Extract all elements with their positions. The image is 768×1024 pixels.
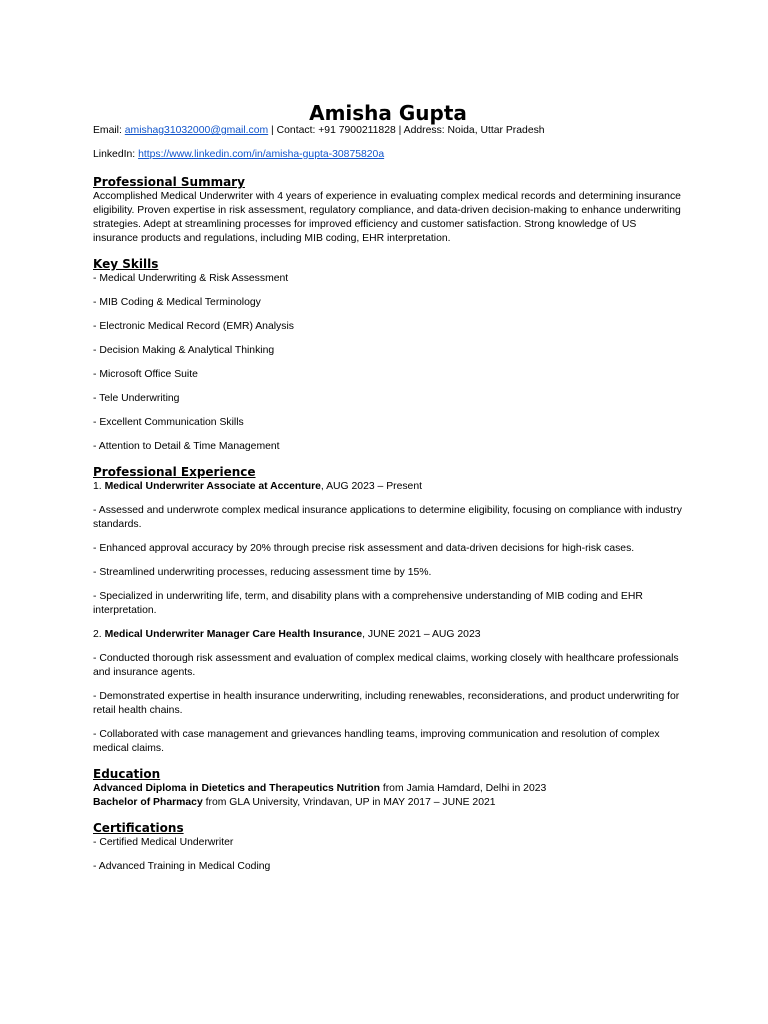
skills-heading: Key Skills <box>93 257 159 271</box>
job-title-line <box>93 628 683 642</box>
certification-item: - Advanced Training in Medical Coding <box>93 861 271 872</box>
email-link[interactable]: amishag31032000@gmail.com <box>124 125 269 136</box>
skills-section <box>93 256 683 454</box>
job-dates: , AUG 2023 – Present <box>320 481 423 492</box>
contact-details: | Contact: +91 7900211828 | Address: Noida, Uttar Pradesh <box>268 125 545 136</box>
job-bullet: - Specialized in underwriting life, term, and disability plans with a comprehensive understanding of MIB coding and EHR interpretation. <box>93 591 643 616</box>
contact-line <box>93 124 683 138</box>
job-bullet: - Assessed and underwrote complex medical insurance applications to determine eligibility, focusing on compliance with industry standards. <box>93 505 682 530</box>
education-degree: Advanced Diploma in Dietetics and Therapeutics Nutrition <box>93 783 380 794</box>
education-degree: Bachelor of Pharmacy <box>93 797 203 808</box>
education-item <box>93 782 683 796</box>
certifications-section <box>93 820 683 874</box>
job-number: 2. <box>93 629 105 640</box>
job-number: 1. <box>93 481 105 492</box>
education-section <box>93 766 683 810</box>
certification-item: - Certified Medical Underwriter <box>93 837 234 848</box>
certifications-heading: Certifications <box>93 821 184 835</box>
summary-text: Accomplished Medical Underwriter with 4 years of experience in evaluating complex medical records and determining insurance eligibility. Proven expertise in risk assessment, regulatory compliance, and data-driven decision-making to enhance underwriting strategies. Adept at streamlining processes for improved efficiency and customer satisfaction. Strong knowledge of US insurance products and regulations, including MIB coding, EHR interpretation. <box>93 191 681 244</box>
resume-page <box>93 100 683 884</box>
email-label: Email: <box>93 125 125 136</box>
summary-heading: Professional Summary <box>93 175 245 189</box>
job-bullet: - Conducted thorough risk assessment and evaluation of complex medical claims, working closely with healthcare professionals and insurance agents. <box>93 653 679 678</box>
skill-item: - Medical Underwriting & Risk Assessment <box>93 273 289 284</box>
job-title: Medical Underwriter Manager Care Health Insurance <box>104 629 363 640</box>
job-bullet: - Enhanced approval accuracy by 20% through precise risk assessment and data-driven decisions for high-risk cases. <box>93 543 635 554</box>
skill-item: - Microsoft Office Suite <box>93 369 198 380</box>
job-title-line <box>93 480 683 494</box>
skill-item: - Excellent Communication Skills <box>93 417 244 428</box>
linkedin-line <box>93 148 683 162</box>
skill-item: - Tele Underwriting <box>93 393 180 404</box>
skill-item: - Decision Making & Analytical Thinking <box>93 345 275 356</box>
job-title: Medical Underwriter Associate at Accenture <box>104 481 321 492</box>
job-bullet: - Streamlined underwriting processes, reducing assessment time by 15%. <box>93 567 432 578</box>
skill-item: - MIB Coding & Medical Terminology <box>93 297 261 308</box>
linkedin-link[interactable]: https://www.linkedin.com/in/amisha-gupta-30875820a <box>138 149 385 160</box>
summary-section <box>93 174 683 246</box>
experience-section <box>93 464 683 756</box>
candidate-name: Amisha Gupta <box>309 101 467 125</box>
linkedin-label: LinkedIn: <box>93 149 139 160</box>
skill-item: - Electronic Medical Record (EMR) Analysis <box>93 321 294 332</box>
education-item <box>93 796 683 810</box>
job-bullet: - Demonstrated expertise in health insurance underwriting, including renewables, reconsiderations, and product underwriting for retail health chains. <box>93 691 680 716</box>
education-detail: from Jamia Hamdard, Delhi in 2023 <box>379 783 547 794</box>
experience-heading: Professional Experience <box>93 465 256 479</box>
education-detail: from GLA University, Vrindavan, UP in MAY 2017 – JUNE 2021 <box>202 797 496 808</box>
skill-item: - Attention to Detail & Time Management <box>93 441 280 452</box>
education-heading: Education <box>93 767 161 781</box>
job-bullet: - Collaborated with case management and grievances handling teams, improving communication and resolution of complex medical claims. <box>93 729 660 754</box>
job-dates: , JUNE 2021 – AUG 2023 <box>362 629 481 640</box>
